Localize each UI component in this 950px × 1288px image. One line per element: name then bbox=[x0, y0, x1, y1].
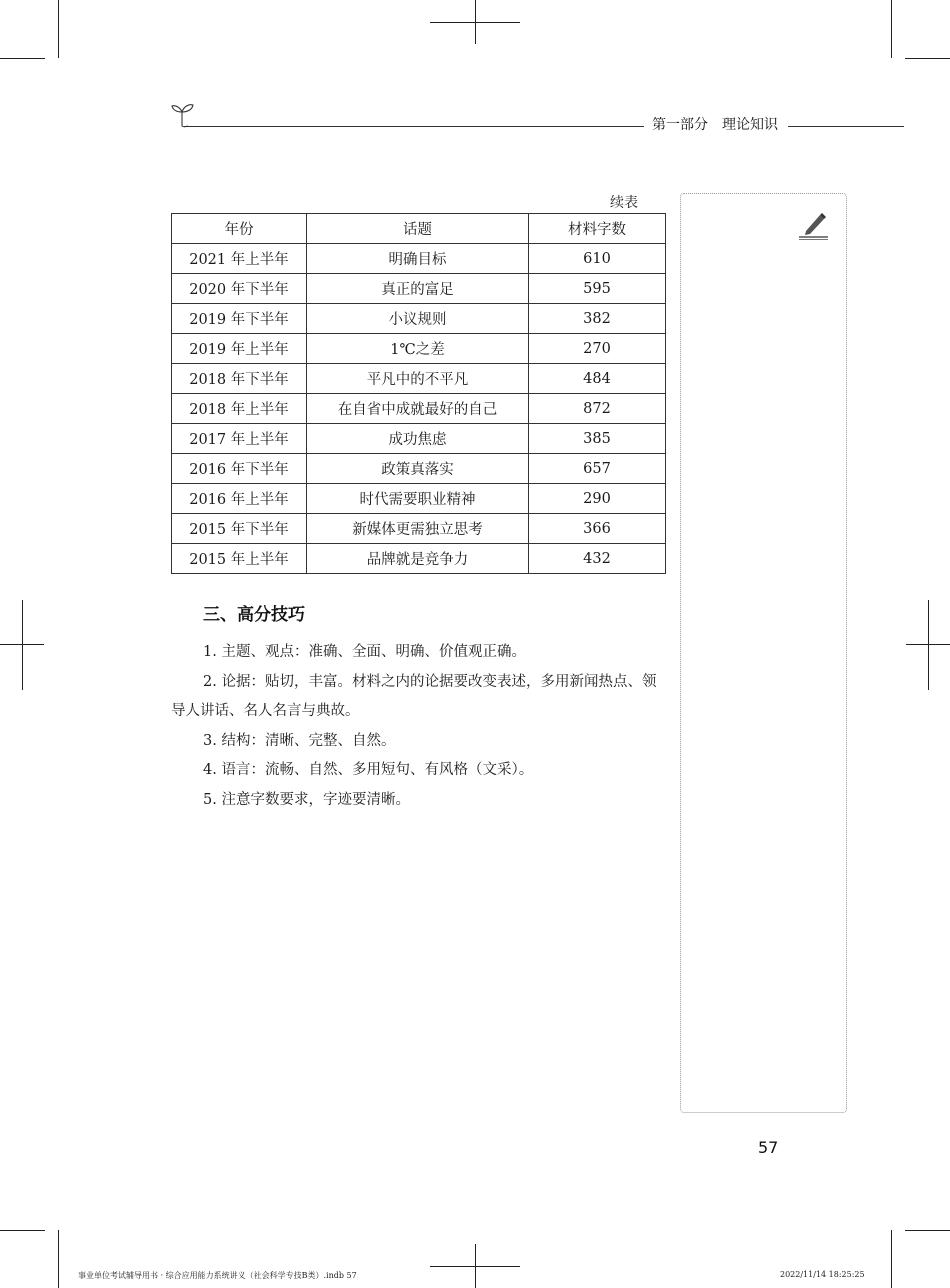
table-row bbox=[172, 514, 666, 544]
year-cell: 2015 年下半年 bbox=[172, 514, 307, 544]
topic-cell: 在自省中成就最好的自己 bbox=[307, 394, 529, 424]
topic-cell: 1℃之差 bbox=[307, 334, 529, 364]
table-row bbox=[172, 424, 666, 454]
tip-paragraph: 3. 结构：清晰、完整、自然。 bbox=[203, 732, 396, 749]
column-header-year: 年份 bbox=[172, 214, 307, 244]
table-row bbox=[172, 454, 666, 484]
word-count-cell: 595 bbox=[529, 274, 666, 304]
table-row bbox=[172, 394, 666, 424]
crop-mark bbox=[22, 600, 23, 690]
header-rule bbox=[184, 126, 644, 127]
word-count-cell: 270 bbox=[529, 334, 666, 364]
year-cell: 2016 年上半年 bbox=[172, 484, 307, 514]
crop-mark bbox=[928, 600, 929, 690]
topic-cell: 成功焦虑 bbox=[307, 424, 529, 454]
crop-mark bbox=[905, 58, 950, 59]
header-rule bbox=[788, 126, 904, 127]
print-info-right: 2022/11/14 18:25:25 bbox=[780, 1270, 865, 1279]
table-row bbox=[172, 484, 666, 514]
table-row bbox=[172, 274, 666, 304]
word-count-cell: 290 bbox=[529, 484, 666, 514]
topic-cell: 平凡中的不平凡 bbox=[307, 364, 529, 394]
pencil-icon bbox=[796, 209, 830, 245]
topic-cell: 明确目标 bbox=[307, 244, 529, 274]
year-cell: 2018 年下半年 bbox=[172, 364, 307, 394]
section-label: 第一部分 理论知识 bbox=[650, 114, 780, 134]
table-row bbox=[172, 544, 666, 574]
word-count-cell: 872 bbox=[529, 394, 666, 424]
table-row bbox=[172, 304, 666, 334]
print-info-left: 事业单位考试辅导用书 · 综合应用能力系统讲义（社会科学专技B类）.indb 57 bbox=[78, 1271, 357, 1280]
word-count-cell: 657 bbox=[529, 454, 666, 484]
column-header-word-count: 材料字数 bbox=[529, 214, 666, 244]
crop-mark bbox=[906, 644, 950, 645]
tip-paragraph: 2. 论据：贴切，丰富。材料之内的论据要改变表述，多用新闻热点、领导人讲话、名人名言与典故。 bbox=[171, 673, 657, 719]
crop-mark bbox=[0, 1230, 45, 1231]
word-count-cell: 366 bbox=[529, 514, 666, 544]
topic-cell: 政策真落实 bbox=[307, 454, 529, 484]
table-header-row bbox=[172, 214, 666, 244]
year-cell: 2019 年下半年 bbox=[172, 304, 307, 334]
word-count-cell: 484 bbox=[529, 364, 666, 394]
table-row bbox=[172, 244, 666, 274]
topic-cell: 新媒体更需独立思考 bbox=[307, 514, 529, 544]
crop-mark bbox=[58, 0, 59, 58]
crop-mark bbox=[58, 1230, 59, 1288]
crop-mark bbox=[430, 22, 520, 23]
crop-mark bbox=[0, 58, 45, 59]
year-cell: 2020 年下半年 bbox=[172, 274, 307, 304]
crop-mark bbox=[905, 1230, 950, 1231]
tip-paragraph: 4. 语言：流畅、自然、多用短句、有风格（文采）。 bbox=[203, 762, 534, 778]
year-cell: 2017 年上半年 bbox=[172, 424, 307, 454]
year-cell: 2016 年下半年 bbox=[172, 454, 307, 484]
year-cell: 2019 年上半年 bbox=[172, 334, 307, 364]
tip-paragraph: 1. 主题、观点：准确、全面、明确、价值观正确。 bbox=[203, 644, 526, 660]
section-body bbox=[171, 638, 668, 815]
crop-mark bbox=[430, 1266, 520, 1267]
topic-cell: 真正的富足 bbox=[307, 274, 529, 304]
word-count-cell: 610 bbox=[529, 244, 666, 274]
table-continued-note: 续表 bbox=[610, 195, 638, 211]
topic-cell: 小议规则 bbox=[307, 304, 529, 334]
topic-cell: 时代需要职业精神 bbox=[307, 484, 529, 514]
word-count-cell: 382 bbox=[529, 304, 666, 334]
crop-mark bbox=[891, 0, 892, 58]
year-cell: 2015 年上半年 bbox=[172, 544, 307, 574]
word-count-cell: 385 bbox=[529, 424, 666, 454]
sprout-icon bbox=[170, 102, 196, 132]
page-number: 57 bbox=[758, 1138, 779, 1157]
word-count-cell: 432 bbox=[529, 544, 666, 574]
table-row bbox=[172, 364, 666, 394]
section-heading: 三、高分技巧 bbox=[203, 605, 305, 625]
year-cell: 2021 年上半年 bbox=[172, 244, 307, 274]
tip-paragraph: 5. 注意字数要求，字迹要清晰。 bbox=[203, 791, 410, 808]
table-row bbox=[172, 334, 666, 364]
crop-mark bbox=[0, 644, 44, 645]
topic-table bbox=[171, 213, 666, 574]
year-cell: 2018 年上半年 bbox=[172, 394, 307, 424]
crop-mark bbox=[891, 1230, 892, 1288]
topic-cell: 品牌就是竞争力 bbox=[307, 544, 529, 574]
notes-box bbox=[680, 193, 847, 1113]
column-header-topic: 话题 bbox=[307, 214, 529, 244]
